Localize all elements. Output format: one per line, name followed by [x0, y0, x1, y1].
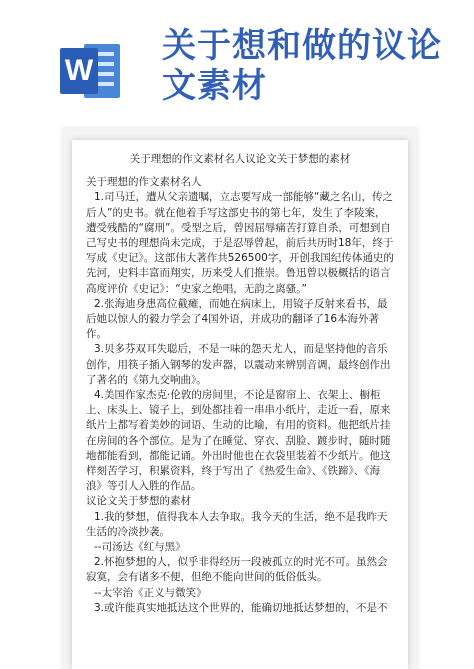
paragraph: 3.贝多芬双耳失聪后，不是一味的怨天尤人，而是坚持他的音乐创作，用筷子插入钢琴的发声器，以震动来辨别音调，最终创作出了著名的《第九交响曲》。: [86, 343, 391, 386]
section-heading: 议论文关于梦想的素材: [86, 495, 191, 508]
word-icon-letter: W: [60, 48, 98, 94]
quote: 2.怀抱梦想的人，似乎非得经历一段被孤立的时光不可。虽然会寂寞，会有诸多不便，但绝不能向世间的低俗低头。: [86, 556, 388, 584]
paragraph: 1.司马迁，遭从父亲遗嘱，立志要写成一部能够“藏之名山，传之后人”的史书。就在他着手写这部史书的第七年，发生了李陵案，遭受残酷的“腐刑”。受型之后，曾因屈辱痛苦打算自杀，可想到自己写史书的理想尚未完成，于是忍辱曾起，前后共历时18年，终于写成《史记》。这部伟大著作共526500字，开创我国纪传体通史的先河，史料丰富而翔实，历来受人们推崇。鲁迅曾以极概括的语言高度评价《史记》：“史家之绝唱，无韵之离骚。”: [86, 191, 394, 295]
paragraph: 2.张海迪身患高位截瘫，而她在病床上，用镜子反射来看书，最后她以惊人的毅力学会了4国外语，并成功的翻译了16本海外著作。: [86, 297, 388, 341]
header-banner: [0, 0, 474, 112]
document-content: [86, 152, 394, 616]
section-heading: 关于理想的作文素材名人: [86, 176, 202, 189]
word-document-icon: [60, 38, 122, 104]
quote: 1.我的梦想，值得我本人去争取。我今天的生活，绝不是我昨天生活的冷淡抄袭。: [86, 510, 388, 538]
document-page: [72, 140, 408, 669]
quote-source: --司汤达《红与黑》: [94, 541, 186, 554]
document-title: 关于理想的作文素材名人议论文关于梦想的素材: [129, 153, 351, 165]
quote-source: --太宰治《正义与微笑》: [94, 586, 207, 599]
page-title: 关于想和做的议论文素材: [162, 26, 442, 106]
paragraph: 4.美国作家杰克·伦敦的房间里，不论是窗帘上、衣架上、橱柜上、床头上、镜子上，到处都挂着一串串小纸片，走近一看，原来纸片上都写着美妙的词语、生动的比喻，有用的资料。他把纸片挂在房间的各个部位。是为了在睡觉、穿衣、刮脸、踱步时，随时随地都能看到，都能记诵。外出时他也在衣袋里装着不少纸片。他这样刻苦学习，积累资料，终于写出了《热爱生命》、《铁蹄》、《海浪》等引人入胜的作品。: [86, 389, 391, 493]
quote: 3.或许能真实地抵达这个世界的，能确切地抵达梦想的，不是不: [94, 601, 388, 614]
